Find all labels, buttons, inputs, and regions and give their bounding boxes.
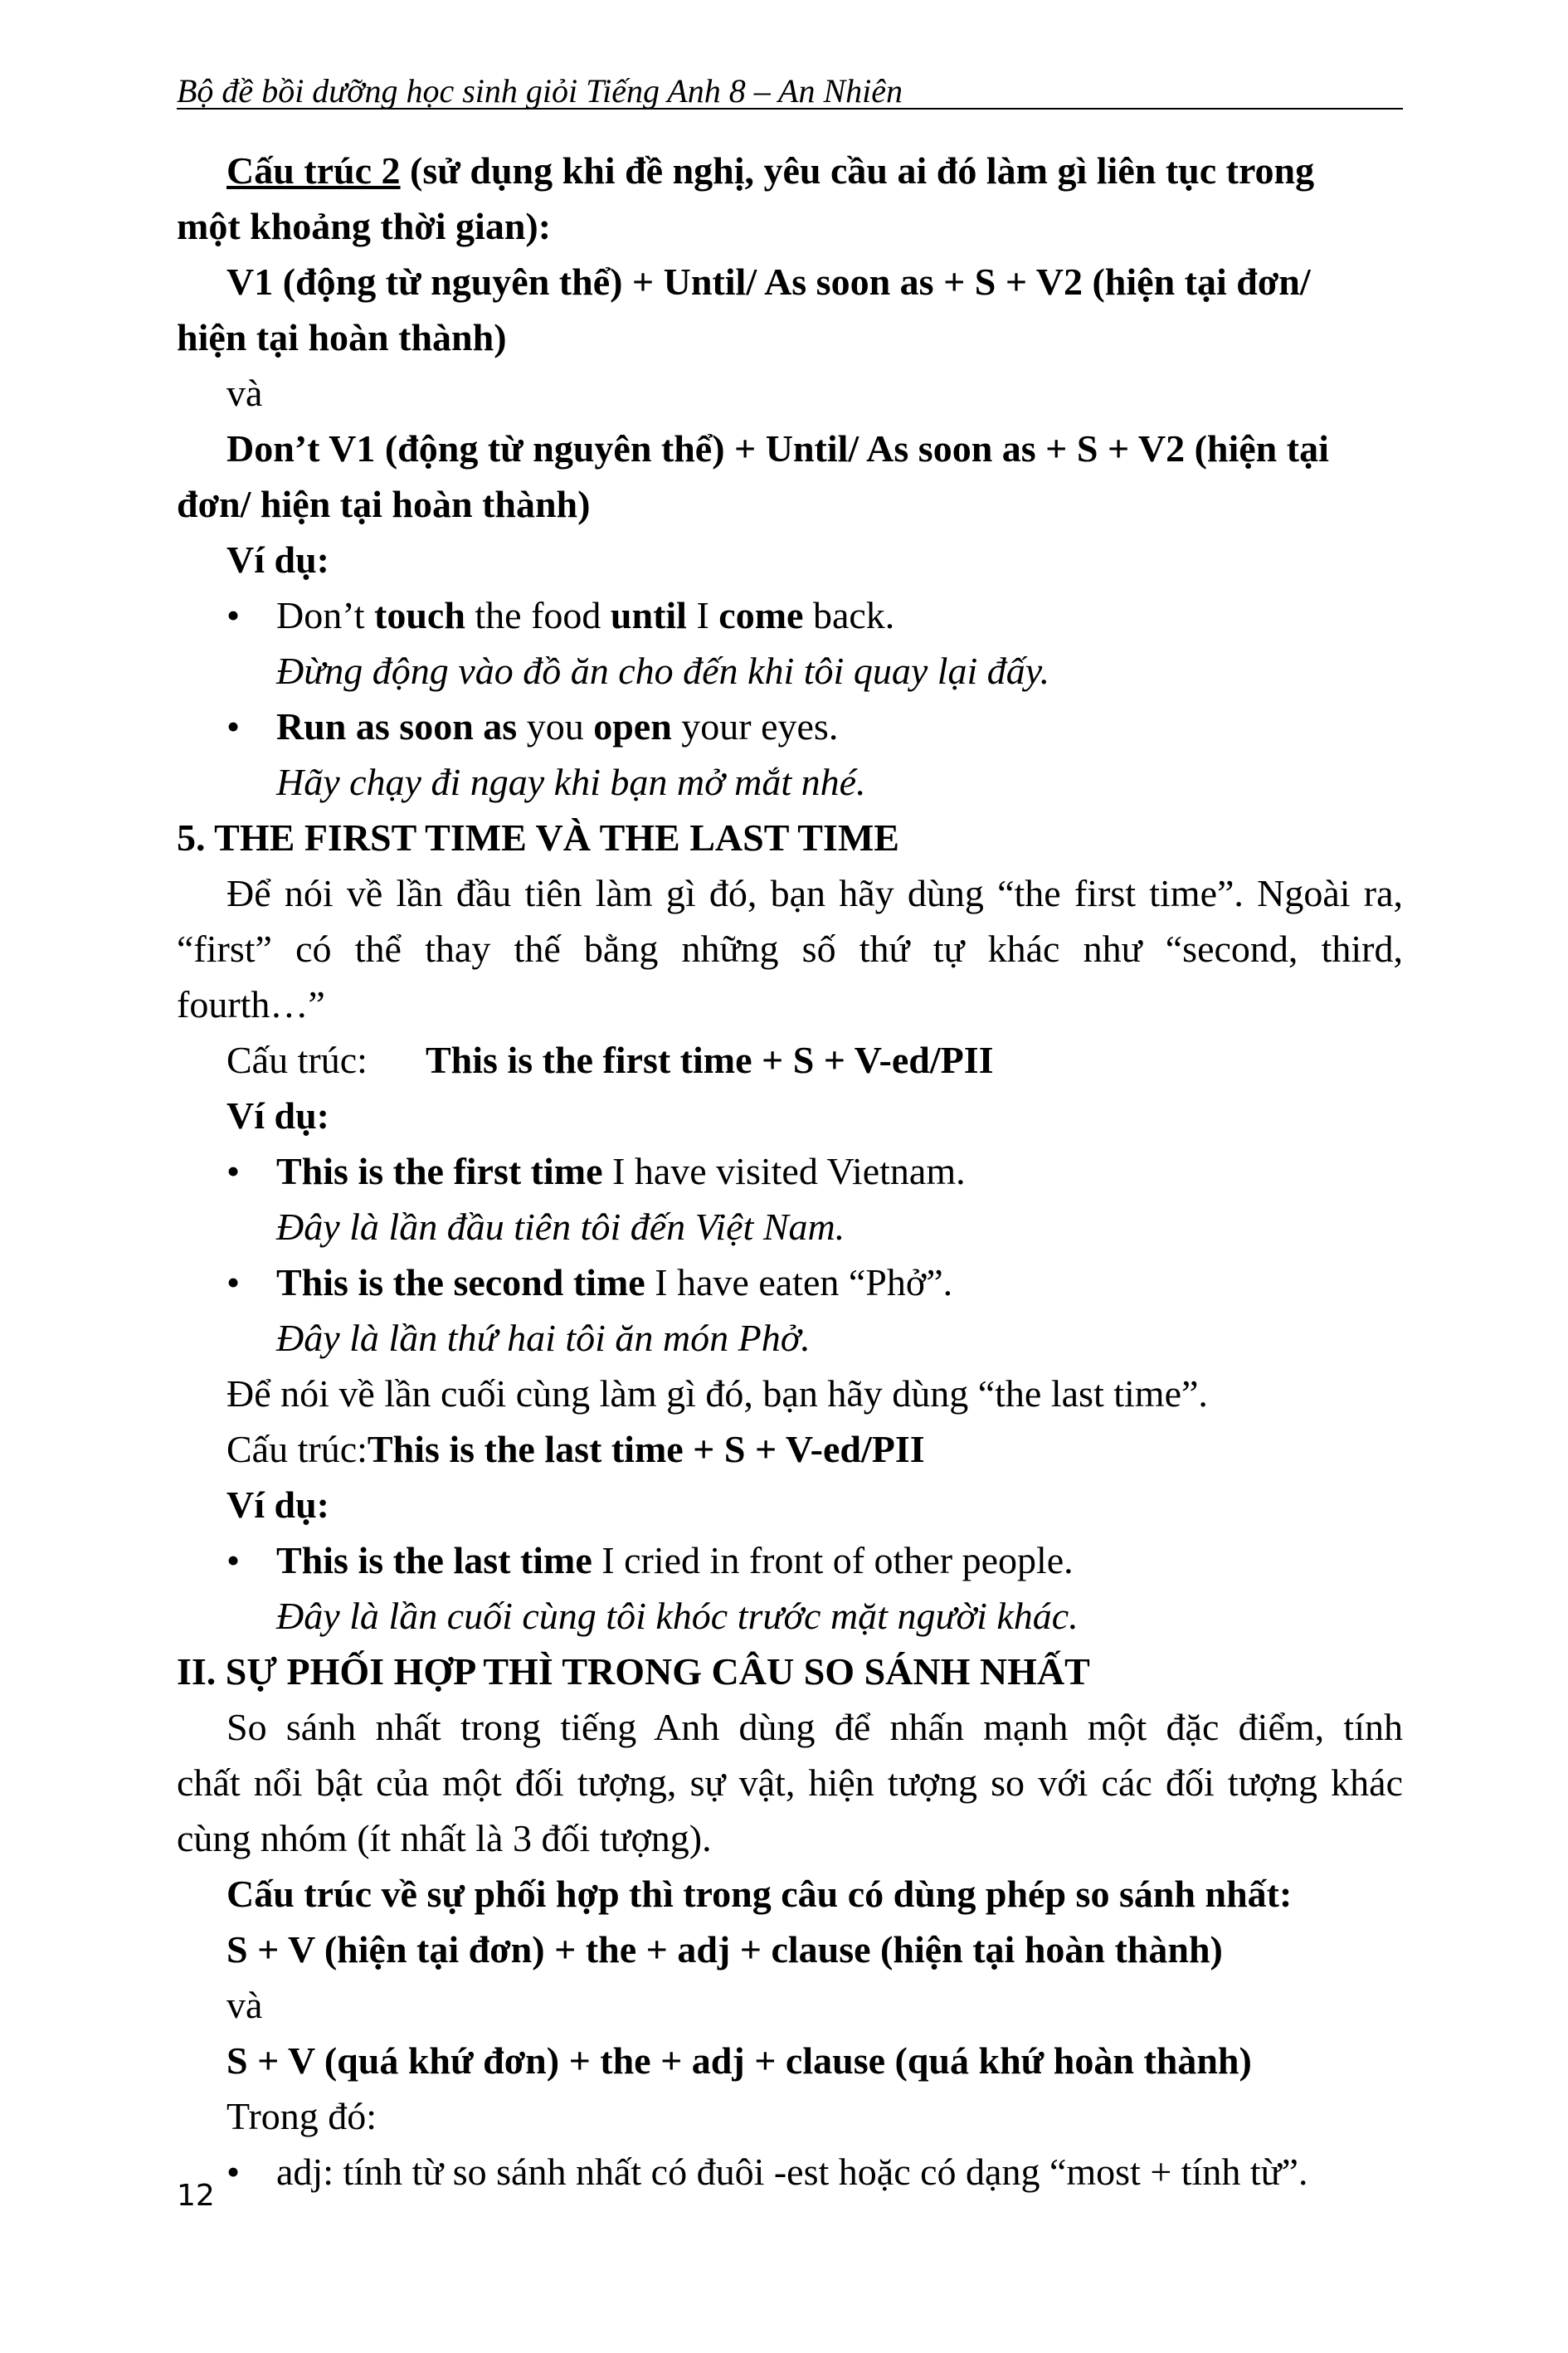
sectionII-and: và xyxy=(226,1984,263,2026)
definition-text: adj: tính từ so sánh nhất có đuôi -est hoặc có dạng “most + tính từ”. xyxy=(276,2151,1308,2193)
section5-example-label: Ví dụ: xyxy=(226,1094,329,1137)
structure-formula: This is the last time + S + V-ed/PII xyxy=(367,1428,925,1470)
sectionII-formula-1: S + V (hiện tại đơn) + the + adj + clause (hiện tại hoàn thành) xyxy=(226,1928,1223,1971)
sectionII-para-1: So sánh nhất trong tiếng Anh dùng để nhấn mạnh một đặc điểm, tính xyxy=(226,1706,1403,1748)
example-sentence: This is the first time I have visited Vietnam. xyxy=(276,1150,966,1192)
bullet-icon: • xyxy=(226,2151,241,2193)
sectionII-para-3: cùng nhóm (ít nhất là 3 đối tượng). xyxy=(177,1817,712,1859)
section5-heading: 5. THE FIRST TIME VÀ THE LAST TIME xyxy=(177,816,899,859)
bullet-icon: • xyxy=(226,594,241,636)
page-number: 12 xyxy=(177,2179,215,2213)
example-sentence: Run as soon as you open your eyes. xyxy=(276,705,839,748)
sectionII-struct-heading: Cấu trúc về sự phối hợp thì trong câu có dùng phép so sánh nhất: xyxy=(226,1873,1293,1915)
example-sentence: This is the second time I have eaten “Phở”. xyxy=(276,1261,953,1303)
structure-formula: This is the first time + S + V-ed/PII xyxy=(426,1039,994,1081)
list-item xyxy=(177,2144,1403,2200)
example-sentence: This is the last time I cried in front of other people. xyxy=(276,1539,1074,1581)
bullet-icon: • xyxy=(226,705,241,748)
example-sentence: Don’t touch the food until I come back. xyxy=(276,594,895,636)
sectionII-heading: II. SỰ PHỐI HỢP THÌ TRONG CÂU SO SÁNH NHẤT xyxy=(177,1650,1090,1693)
section5-para-3: fourth…” xyxy=(177,983,325,1025)
structure-label: Cấu trúc: xyxy=(226,1039,368,1081)
section5-example2-label: Ví dụ: xyxy=(226,1483,329,1526)
struct2-desc-2: một khoảng thời gian): xyxy=(177,205,552,247)
example-translation: Hãy chạy đi ngay khi bạn mở mắt nhé. xyxy=(276,761,866,803)
example-translation: Đây là lần đầu tiên tôi đến Việt Nam. xyxy=(276,1206,845,1248)
list-item xyxy=(177,1143,1403,1199)
example-translation: Đây là lần thứ hai tôi ăn món Phở. xyxy=(276,1317,811,1359)
bullet-icon: • xyxy=(226,1150,241,1192)
header-rule xyxy=(177,108,1403,110)
list-item xyxy=(177,587,1403,643)
bullet-icon: • xyxy=(226,1261,241,1303)
sectionII-formula-2: S + V (quá khứ đơn) + the + adj + clause (quá khứ hoàn thành) xyxy=(226,2039,1252,2082)
struct2-and: và xyxy=(226,372,263,414)
struct2-formula-2b: đơn/ hiện tại hoàn thành) xyxy=(177,483,591,525)
section5-structure-2 xyxy=(177,1421,1403,1477)
page-body xyxy=(177,143,1403,2200)
struct2-formula-1b: hiện tại hoàn thành) xyxy=(177,316,507,358)
running-header: Bộ đề bồi dưỡng học sinh giỏi Tiếng Anh 8 – An Nhiên xyxy=(177,72,903,110)
section5-structure xyxy=(177,1032,1403,1088)
list-item xyxy=(177,1254,1403,1310)
section5-last-intro: Để nói về lần cuối cùng làm gì đó, bạn hãy dùng “the last time”. xyxy=(226,1372,1208,1415)
struct2-formula-2a: Don’t V1 (động từ nguyên thể) + Until/ As soon as + S + V2 (hiện tại xyxy=(226,427,1329,470)
section5-para-2: “first” có thể thay thế bằng những số thứ tự khác như “second, third, xyxy=(177,928,1403,970)
bullet-icon: • xyxy=(226,1539,241,1581)
section5-para-1: Để nói về lần đầu tiên làm gì đó, bạn hãy dùng “the first time”. Ngoài ra, xyxy=(226,872,1403,914)
struct2-formula-1a: V1 (động từ nguyên thể) + Until/ As soon as + S + V2 (hiện tại đơn/ xyxy=(226,261,1311,303)
list-item xyxy=(177,699,1403,754)
struct2-label: Cấu trúc 2 xyxy=(226,149,401,192)
struct2-example-label: Ví dụ: xyxy=(226,538,329,581)
example-translation: Đây là lần cuối cùng tôi khóc trước mặt người khác. xyxy=(276,1595,1079,1637)
structure-label: Cấu trúc: xyxy=(226,1428,368,1470)
struct2-desc-1: (sử dụng khi đề nghị, yêu cầu ai đó làm gì liên tục trong xyxy=(400,149,1315,192)
sectionII-para-2: chất nổi bật của một đối tượng, sự vật, hiện tượng so với các đối tượng khác xyxy=(177,1761,1403,1804)
list-item xyxy=(177,1532,1403,1588)
example-translation: Đừng động vào đồ ăn cho đến khi tôi quay lại đấy. xyxy=(276,650,1050,692)
struct2-title xyxy=(177,143,1403,198)
sectionII-where: Trong đó: xyxy=(226,2095,377,2137)
